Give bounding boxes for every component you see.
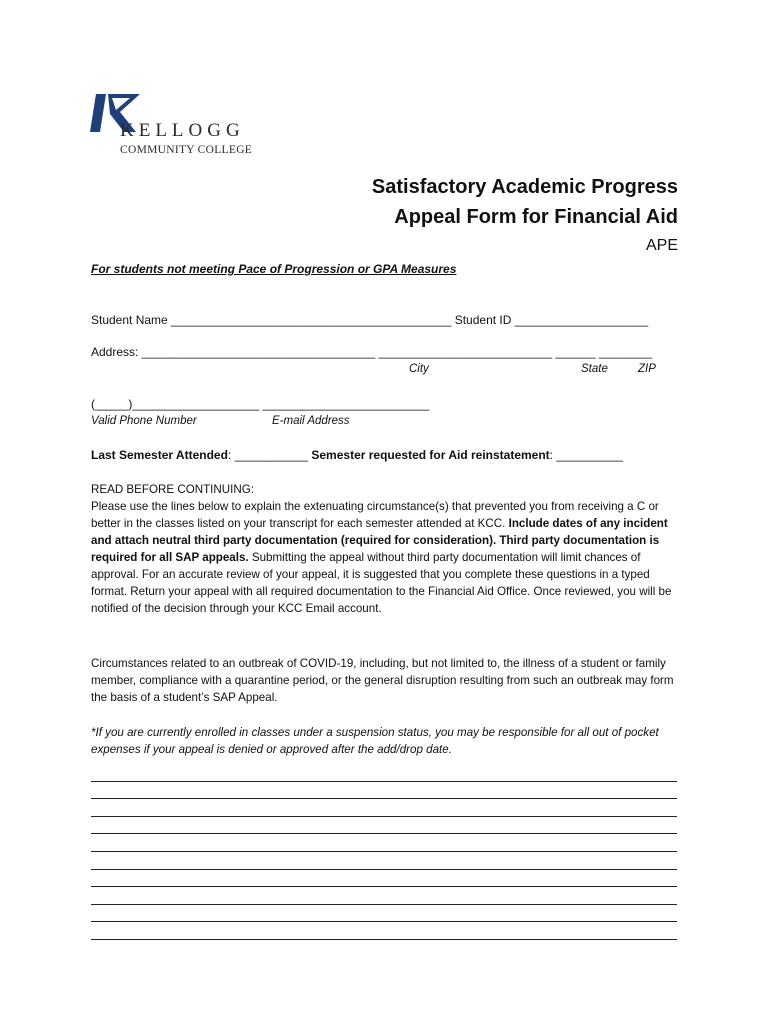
page-title (372, 172, 678, 232)
answer-line[interactable] (91, 834, 677, 852)
title-line-2: Appeal Form for Financial Aid (394, 206, 678, 228)
explanation-answer-area[interactable] (91, 764, 677, 940)
phone-label: Valid Phone Number (91, 415, 197, 427)
zip-label: ZIP (638, 363, 656, 375)
form-code: APE (645, 237, 678, 254)
college-logo (90, 92, 290, 162)
answer-line[interactable] (91, 922, 677, 940)
title-line-1: Satisfactory Academic Progress (371, 176, 678, 198)
instructions-required-note: Include dates of any incident and attach neutral third party documentation (required for consideration). Third party documentation is required for all SAP appeals. (91, 517, 668, 564)
instructions-heading: READ BEFORE CONTINUING: (91, 483, 254, 496)
answer-line[interactable] (91, 852, 677, 870)
student-name-row (91, 313, 648, 327)
suspension-note: *If you are currently enrolled in classes under a suspension status, you may be responsible for all out of pocket expenses if your appeal is denied or approved after the add/drop date. (91, 726, 659, 756)
semester-row (91, 448, 623, 462)
covid-note: Circumstances related to an outbreak of COVID-19, including, but not limited to, the illness of a student or family member, compliance with a quarantine period, or the general disruption resulting from such an outbreak may form the basis of a student’s SAP Appeal. (91, 657, 674, 704)
answer-line[interactable] (91, 764, 677, 782)
logo-subname: COMMUNITY COLLEGE (120, 144, 253, 156)
last-semester-field[interactable]: : ___________ (227, 448, 309, 462)
answer-line[interactable] (91, 799, 677, 817)
address-field[interactable]: Address: ___________________________________ __________________________ ______ ________ (91, 345, 653, 359)
answer-line[interactable] (91, 817, 677, 835)
answer-line[interactable] (91, 870, 677, 888)
instructions-block (91, 481, 681, 617)
requested-semester-label: Semester requested for Aid reinstatement (311, 448, 550, 462)
instructions-text: Please use the lines below to explain the extenuating circumstance(s) that prevented you from receiving a C or better in the classes listed on your transcript for each semester attended at KCC. Include dates of any incident and attach neutral third party documentation (required for consideration). Third party documentation is required for all SAP appeals. Submitting the appeal without third party documentation will limit chances of approval. For an accurate review of your appeal, it is suggested that you complete these questions in a typed format. Return your appeal with all required documentation to the Financial Aid Office. Once reviewed, you will be notified of the decision through your KCC Email account. (91, 500, 672, 615)
email-label: E-mail Address (272, 415, 350, 427)
last-semester-label: Last Semester Attended (91, 448, 228, 462)
requested-semester-field[interactable]: : __________ (549, 448, 624, 462)
phone-email-field[interactable]: (_____)___________________ _________________________ (91, 397, 430, 411)
student-name-field[interactable]: Student Name __________________________________________ (91, 313, 452, 327)
student-id-field[interactable]: Student ID ____________________ (454, 313, 649, 327)
logo-name: KELLOGG (120, 120, 245, 141)
answer-line[interactable] (91, 782, 677, 800)
form-subtitle: For students not meeting Pace of Progression or GPA Measures (91, 262, 457, 276)
answer-line[interactable] (91, 905, 677, 923)
state-label: State (581, 363, 608, 375)
city-label: City (409, 363, 429, 375)
answer-line[interactable] (91, 887, 677, 905)
